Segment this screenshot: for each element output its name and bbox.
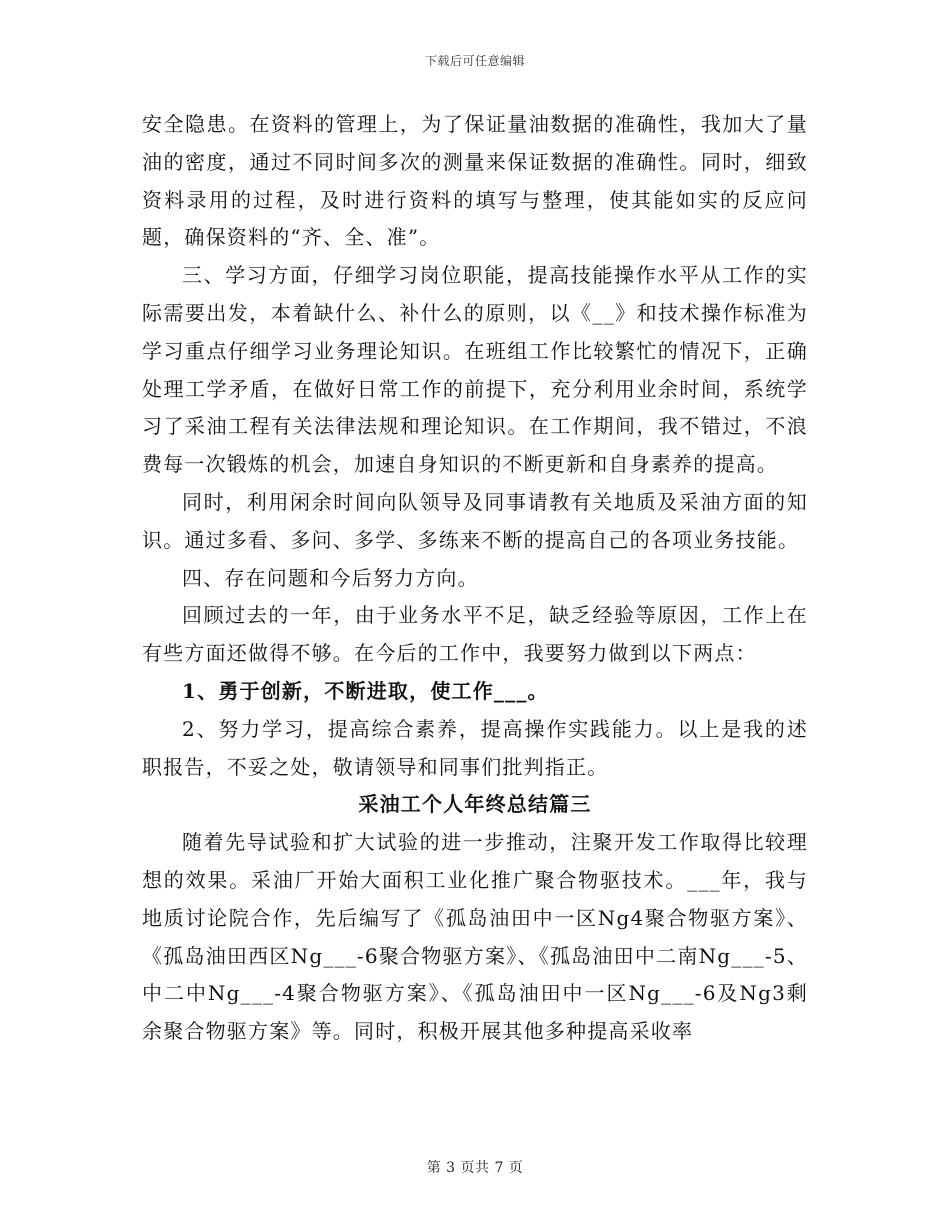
section-title: 采油工个人年终总结篇三: [358, 792, 592, 817]
paragraph-review: 回顾过去的一年，由于业务水平不足，缺乏经验等原因，工作上在有些方面还做得不够。在今后的工作中，我要努力做到以下两点：: [142, 603, 808, 666]
paragraph-consult: 同时，利用闲余时间向队领导及同事请教有关地质及采油方面的知识。通过多看、多问、多学、多练来不断的提高自己的各项业务技能。: [142, 489, 808, 552]
paragraph-point-one: 1、勇于创新，不断进取，使工作___。: [182, 678, 549, 703]
paragraph-safety-data: 安全隐患。在资料的管理上，为了保证量油数据的准确性，我加大了量油的密度，通过不同时间多次的测量来保证数据的准确性。同时，细致资料录用的过程，及时进行资料的填写与整理，使其能如实的反应问题，确保资料的“齐、全、准”。: [142, 112, 808, 250]
paragraph-polymer-flooding: 随着先导试验和扩大试验的进一步推动，注聚开发工作取得比较理想的效果。采油厂开始大面积工业化推广聚合物驱技术。___年，我与地质讨论院合作，先后编写了《孤岛油田中一区Ng4聚合物驱方案》、《孤岛油田西区Ng___-6聚合物驱方案》、《孤岛油田中二南Ng___-5、中二中Ng___-4聚合物驱方案》、《孤岛油田中一区Ng___-6及Ng3剩余聚合物驱方案》等。同时，积极开展其他多种提高采收率: [142, 830, 808, 1044]
page-footer: 第 3 页共 7 页: [426, 1160, 524, 1176]
paragraph-study: 三、学习方面，仔细学习岗位职能，提高技能操作水平从工作的实际需要出发，本着缺什么、补什么的原则，以《__》和技术操作标准为学习重点仔细学习业务理论知识。在班组工作比较繁忙的情况下，正确处理工学矛盾，在做好日常工作的前提下，充分利用业余时间，系统学习了采油工程有关法律法规和理论知识。在工作期间，我不错过，不浪费每一次锻炼的机会，加速自身知识的不断更新和自身素养的提高。: [142, 263, 808, 477]
document-body: [142, 106, 808, 1051]
paragraph-problems-heading: 四、存在问题和今后努力方向。: [182, 565, 479, 590]
page-header: 下载后可任意编辑: [424, 54, 525, 68]
paragraph-point-two: 2、努力学习，提高综合素养，提高操作实践能力。以上是我的述职报告，不妥之处，敬请领导和同事们批判指正。: [142, 716, 808, 779]
